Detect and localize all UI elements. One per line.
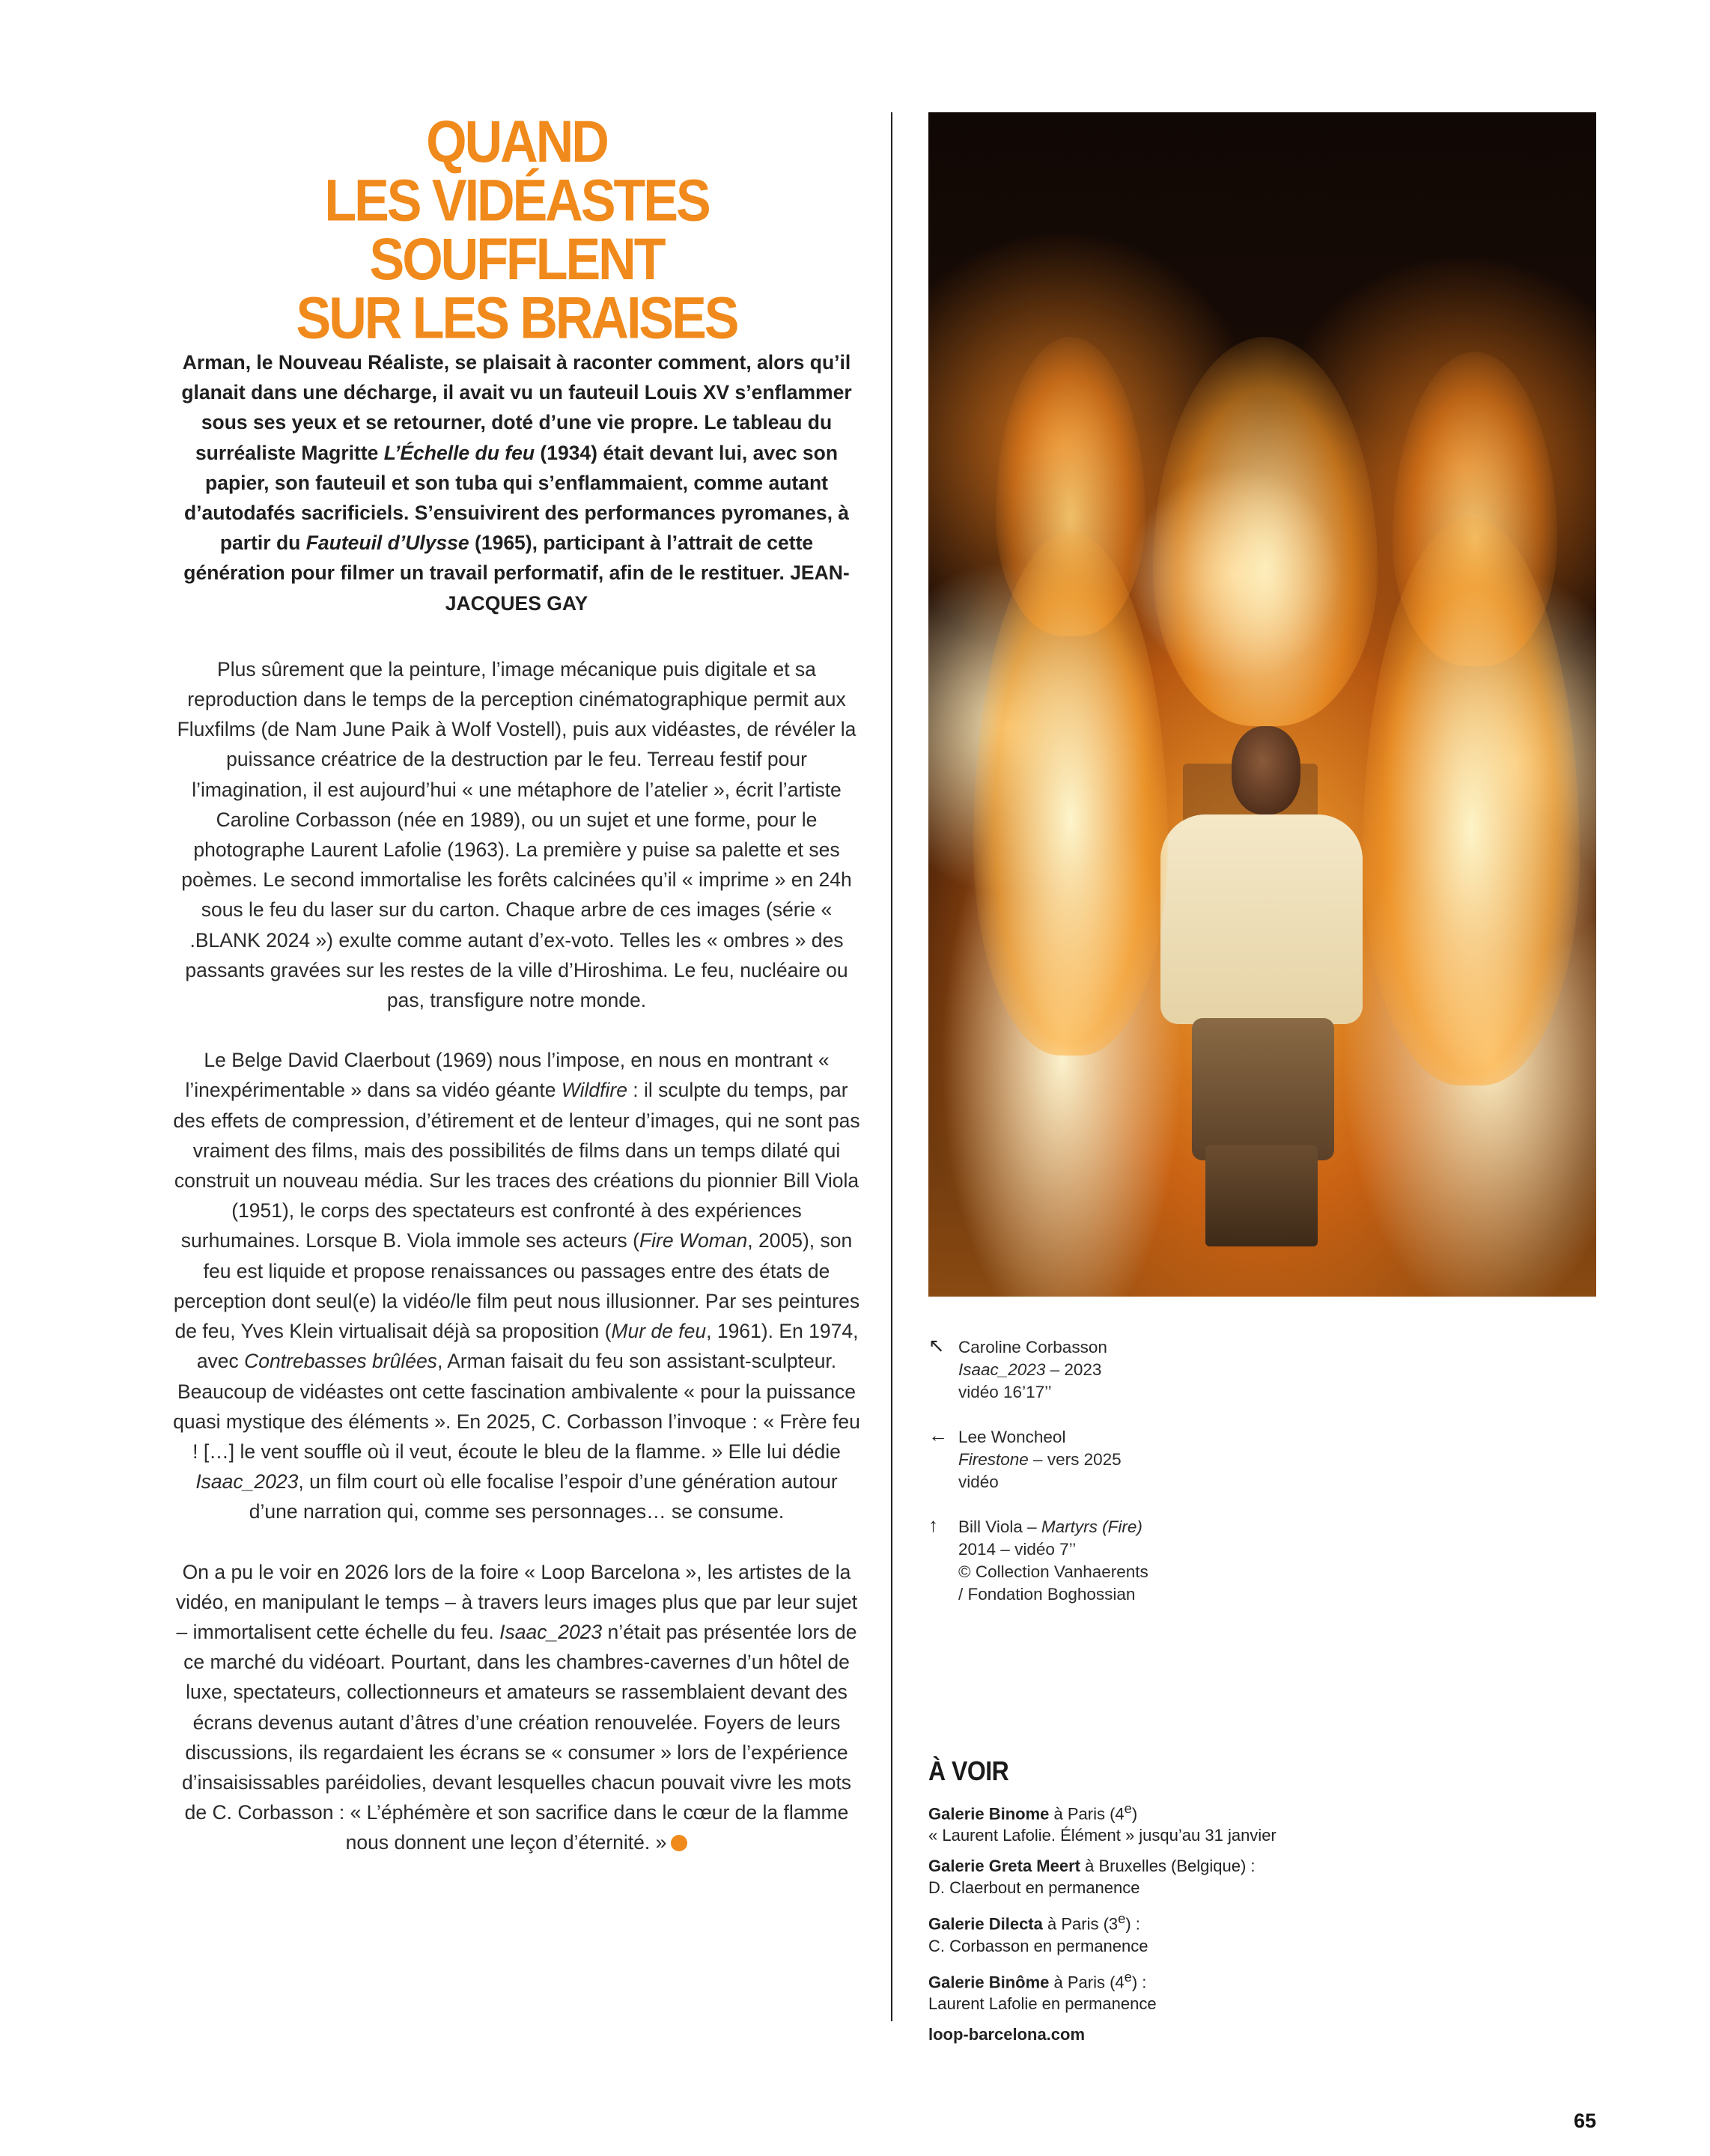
figure-legs [1192, 1018, 1334, 1160]
title-line-3: SUR LES BRAISES [296, 284, 737, 351]
photo-captions [928, 1336, 1596, 1628]
body-paragraph-3: On a pu le voir en 2026 lors de la foire « Loop Barcelona », les artistes de la vidéo, en manipulant le temps – à travers leurs images plus que par leur sujet – immortalisent cette échelle du feu. Isaac_2023 n’était pas présentée lors de ce marché du vidéoart. Pourtant, dans les chambres-cavernes d’un hôtel de luxe, spectateurs, collectionneurs et amateurs se rassemblaient devant des écrans devenus autant d’âtres d’une création renouvelée. Foyers de leurs discussions, ils regardaient les écrans se « consumer » lors de l’expérience d’insaisissables paréidolies, devant lesquelles chacun pouvait vivre les mots de C. Corbasson : « L’éphémère et son sacrifice dans le cœur de la flamme nous donnent une leçon d’éternité. » [175, 1560, 858, 1854]
gallery-entry: Galerie Dilecta à Paris (3e) : C. Corbasson en permanence [928, 1910, 1148, 1955]
arrow-up-left-icon: ↖ [928, 1334, 945, 1356]
author-name: JEAN-JACQUES GAY [445, 561, 850, 615]
arrow-left-icon: ← [928, 1424, 948, 1446]
caption-2: ← Lee Woncheol Firestone – vers 2025 vidéo [928, 1424, 1122, 1491]
flame-shape [1153, 337, 1378, 726]
title-line-1: QUAND [426, 109, 607, 174]
gallery-entry: Galerie Greta Meert à Bruxelles (Belgique) : D. Claerbout en permanence [928, 1857, 1256, 1898]
website-link[interactable]: loop-barcelona.com [928, 2024, 1086, 2044]
a-voir-box [928, 1755, 1596, 2045]
gallery-entry: Galerie Binome à Paris (4e) « Laurent Lafolie. Élément » jusqu’au 31 janvier [928, 1800, 1277, 1845]
caption-1: ↖ Caroline Corbasson Isaac_2023 – 2023 vidéo 16’17’’ [928, 1334, 1107, 1401]
caption-3: ↑ Bill Viola – Martyrs (Fire) 2014 – vidéo 7’’ © Collection Vanhaerents / Fondation Boghossian [928, 1514, 1148, 1604]
title-line-2: LES VIDÉASTES SOUFFLENT [324, 167, 709, 292]
page-number: 65 [1573, 2110, 1596, 2132]
figure-torso [1160, 814, 1363, 1024]
seated-man-figure [1153, 726, 1370, 1250]
lead-italic-title-2: Fauteuil d’Ulysse [305, 532, 469, 555]
lead-paragraph: Arman, le Nouveau Réaliste, se plaisait à raconter comment, alors qu’il glanait dans une décharge, il avait vu un fauteuil Louis XV s’enflammer sous ses yeux et se retourner, doté d’une vie propre. Le tableau du surréaliste Magritte L’Échelle du feu (1934) était devant lui, avec son papier, son fauteuil et son tuba qui s’enflammaient, comme autant d’autodafés sacrificiels. S’ensuivirent des performances pyromanes, à partir du Fauteuil d’Ulysse (1965), participant à l’attrait de cette génération pour filmer un travail performatif, afin de le restituer. JEAN-JACQUES GAY [181, 351, 852, 615]
article-title [172, 109, 861, 351]
a-voir-heading: À VOIR [928, 1755, 1009, 1786]
arrow-up-icon: ↑ [928, 1514, 938, 1536]
figure-shins [1205, 1145, 1318, 1246]
lead-italic-title-1: L’Échelle du feu [383, 441, 535, 464]
fire-photograph [928, 112, 1596, 1297]
body-paragraph-1: Plus sûrement que la peinture, l’image mécanique puis digitale et sa reproduction dans le temps de la perception cinématographique permit aux Fluxfilms (de Nam June Paik à Wolf Vostell), puis aux vidéastes, de révéler la puissance créatrice de la destruction par le feu. Terreau festif pour l’imagination, il est aujourd’hui « une métaphore de l’atelier », écrit l’artiste Caroline Corbasson (née en 1989), ou un sujet et une forme, pour le photographe Laurent Lafolie (1963). La première y puise sa palette et ses poèmes. Le second immortalise les forêts calcinées qu’il « imprime » en 24h sous le feu du laser sur du carton. Chaque arbre de ces images (série « .BLANK 2024 ») exulte comme autant d’ex-voto. Telles les « ombres » des passants gravées sur les restes de la ville d’Hiroshima. Le feu, nucléaire ou pas, transfigure notre monde. [177, 657, 856, 1012]
flame-shape [973, 532, 1168, 1056]
article-column [172, 109, 861, 1858]
gallery-entry: Galerie Binôme à Paris (4e) : Laurent Lafolie en permanence [928, 1968, 1157, 2013]
column-divider [891, 112, 892, 2021]
end-mark-dot-icon [671, 1835, 687, 1851]
body-paragraph-2: Le Belge David Claerbout (1969) nous l’impose, en nous en montrant « l’inexpérimentable » dans sa vidéo géante Wildfire : il sculpte du temps, par des effets de compression, d’étirement et de lenteur d’images, qui ne sont pas vraiment des films, mais des possibilités de films dans un temps dilaté qui construit un nouveau média. Sur les traces des créations du pionnier Bill Viola (1951), le corps des spectateurs est confronté à des expériences surhumaines. Lorsque B. Viola immole ses acteurs (Fire Woman, 2005), son feu est liquide et propose renaissances ou passages entre des états de perception dont seul(e) la vidéo/le film peut nous illusionner. Par ses peintures de feu, Yves Klein virtualisait déjà sa proposition (Mur de feu, 1961). En 1974, avec Contrebasses brûlées, Arman faisait du feu son assistant-sculpteur. Beaucoup de vidéastes ont cette fascination ambivalente « pour la puissance quasi mystique des éléments ». En 2025, C. Corbasson l’invoque : « Frère feu ! […] le vent souffle où il veut, écoute le bleu de la flamme. » Elle lui dédie Isaac_2023, un film court où elle focalise l’espoir d’une génération autour d’une narration qui, comme ses personnages… se consume. [173, 1049, 860, 1523]
figure-head [1232, 726, 1300, 814]
